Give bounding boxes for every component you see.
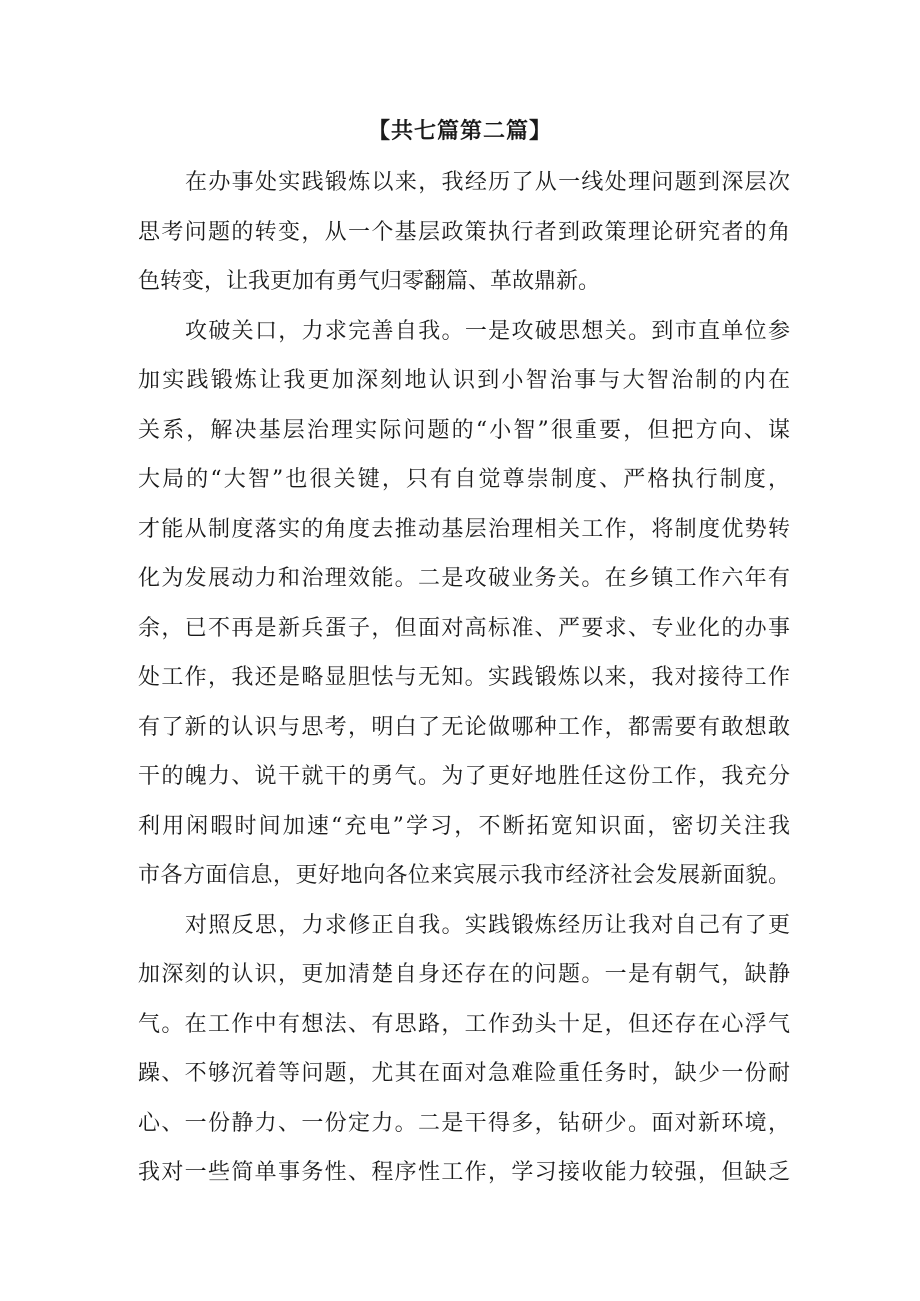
document-body: [138, 158, 790, 1198]
text-line: 市各方面信息，更好地向各位来宾展示我市经济社会发展新面貌。: [138, 863, 790, 888]
text-line: 处工作，我还是略显胆怯与无知。实践锻炼以来，我对接待工作: [138, 665, 790, 690]
text-line: 化为发展动力和治理效能。二是攻破业务关。在乡镇工作六年有: [138, 566, 790, 591]
text-line: 心、一份静力、一份定力。二是干得多，钻研少。面对新环境，: [138, 1110, 790, 1136]
text-line: 对照反思，力求修正自我。实践锻炼经历让我对自己有了更: [185, 912, 790, 938]
text-line: 思考问题的转变，从一个基层政策执行者到政策理论研究者的角: [138, 219, 790, 245]
text-line: 有了新的认识与思考，明白了无论做哪种工作，都需要有敢想敢: [138, 714, 790, 740]
text-line: 加实践锻炼让我更加深刻地认识到小智治事与大智治制的内在: [138, 368, 790, 393]
text-line: 干的魄力、说干就干的勇气。为了更好地胜任这份工作，我充分: [138, 764, 790, 789]
document-title: 【共七篇第二篇】: [367, 119, 552, 144]
text-line: 才能从制度落实的角度去推动基层治理相关工作，将制度优势转: [138, 516, 790, 542]
text-line: 关系，解决基层治理实际问题的“小智”很重要，但把方向、谋: [138, 417, 790, 443]
text-line: 在办事处实践锻炼以来，我经历了从一线处理问题到深层次: [185, 170, 790, 195]
text-line: 利用闲暇时间加速“充电”学习，不断拓宽知识面，密切关注我: [138, 813, 790, 839]
text-line: 躁、不够沉着等问题，尤其在面对急难险重任务时，缺少一份耐: [138, 1061, 790, 1086]
text-line: 气。在工作中有想法、有思路，工作劲头十足，但还存在心浮气: [138, 1011, 790, 1037]
text-line: 余，已不再是新兵蛋子，但面对高标准、严要求、专业化的办事: [138, 615, 790, 641]
text-line: 加深刻的认识，更加清楚自身还存在的问题。一是有朝气，缺静: [138, 962, 790, 987]
text-line: 我对一些简单事务性、程序性工作，学习接收能力较强，但缺乏: [138, 1160, 790, 1185]
text-line: 大局的“大智”也很关键，只有自觉尊崇制度、严格执行制度，: [138, 467, 790, 492]
text-line: 色转变，让我更加有勇气归零翻篇、革故鼎新。: [138, 269, 601, 294]
text-line: 攻破关口，力求完善自我。一是攻破思想关。到市直单位参: [185, 318, 790, 344]
